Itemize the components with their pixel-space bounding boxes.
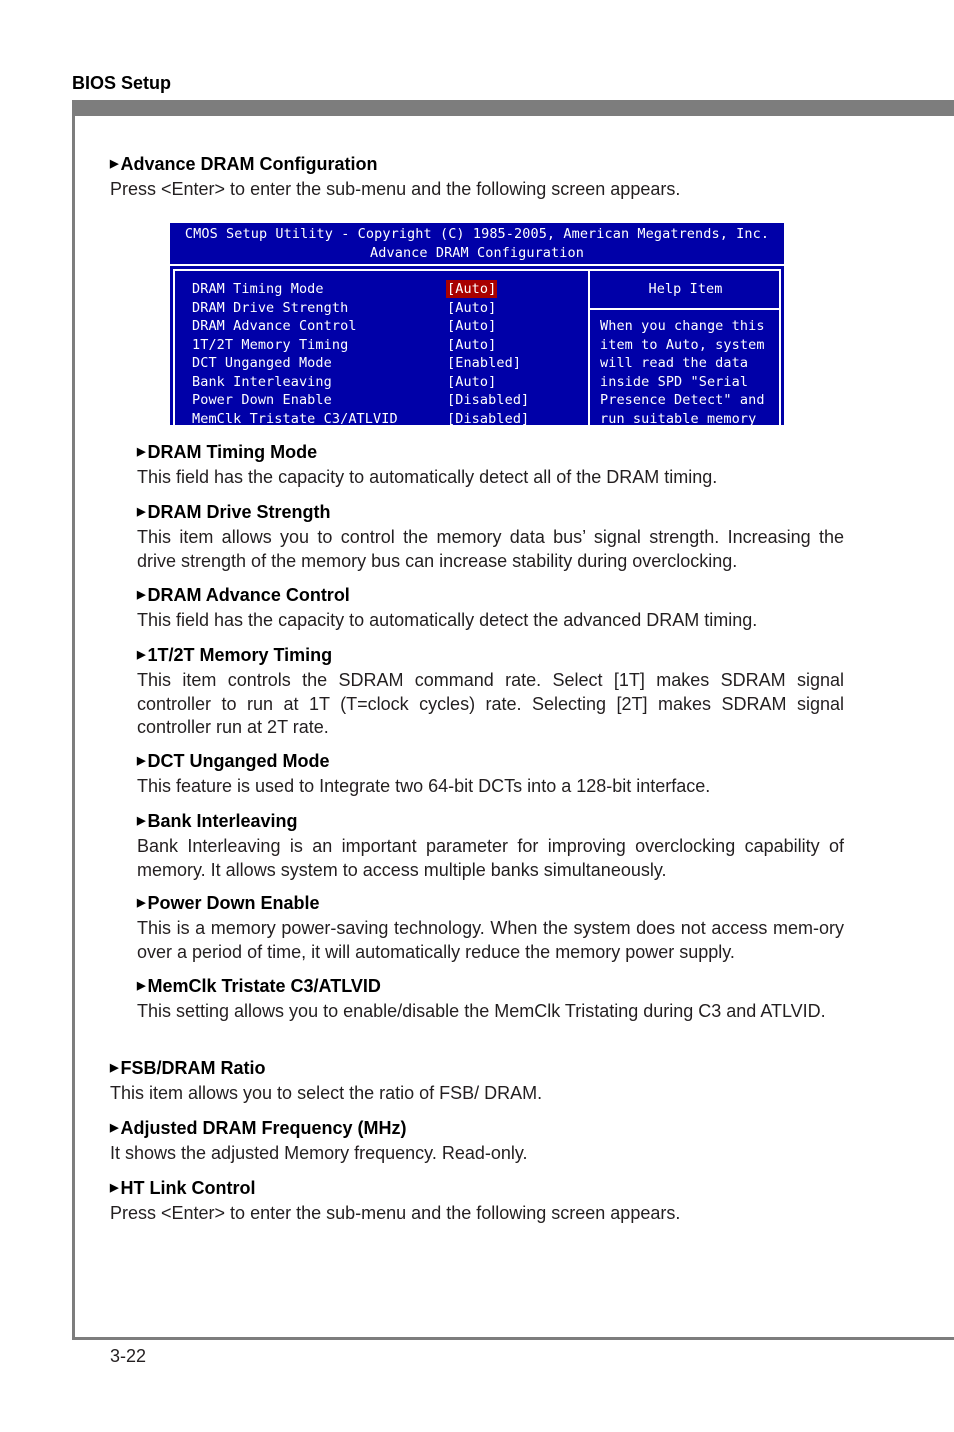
- item-text: This setting allows you to enable/disable the MemClk Tristating during C3 and ATLVID.: [137, 1001, 826, 1021]
- item-heading: ▶ Bank Interleaving: [137, 811, 298, 831]
- bios-help-separator: [590, 308, 781, 310]
- bullet-arrow-icon: ▶: [137, 589, 146, 601]
- bullet-arrow-icon: ▶: [137, 649, 146, 661]
- footer-rule: [72, 1337, 954, 1340]
- bios-setting-value[interactable]: [Disabled]: [447, 392, 530, 408]
- bios-setting-value[interactable]: [Auto]: [447, 373, 497, 390]
- item-heading: ▶ FSB/DRAM Ratio: [110, 1058, 266, 1078]
- item-fsb-dram-ratio: [110, 1056, 844, 1106]
- bios-setting-label: DRAM Timing Mode: [192, 281, 324, 297]
- item-text: This feature is used to Integrate two 64-bit DCTs into a 128-bit interface.: [137, 776, 711, 796]
- item-text: This item allows you to select the ratio of FSB/ DRAM.: [110, 1083, 543, 1103]
- item-heading: ▶ 1T/2T Memory Timing: [137, 645, 333, 665]
- bios-setting-value[interactable]: [Disabled]: [447, 410, 530, 425]
- item-dct-unganged-mode: [137, 749, 844, 799]
- bios-setting-value[interactable]: [Auto]: [447, 281, 497, 297]
- item-bank-interleaving: [137, 809, 844, 882]
- item-1t2t-memory-timing: [137, 643, 844, 740]
- bios-setting-label: DRAM Advance Control: [192, 318, 357, 334]
- bios-help-line: inside SPD "Serial: [600, 373, 749, 390]
- bullet-arrow-icon: ▶: [137, 897, 146, 909]
- bios-help-line: run suitable memory: [600, 410, 757, 425]
- intro-heading: ▶ Advance DRAM Configuration: [110, 154, 378, 174]
- intro-item: [110, 152, 844, 202]
- page-number: 3-22: [110, 1346, 147, 1366]
- bios-help-line: When you change this: [600, 318, 765, 334]
- bios-setting-label: DRAM Drive Strength: [192, 299, 349, 316]
- bios-setting-value[interactable]: [Auto]: [447, 318, 497, 334]
- item-ht-link-control: [110, 1176, 844, 1226]
- item-dram-advance-control: [137, 583, 844, 633]
- bullet-arrow-icon: ▶: [110, 1182, 119, 1194]
- bios-help-line: will read the data: [600, 355, 749, 371]
- item-heading: ▶ MemClk Tristate C3/ATLVID: [137, 976, 381, 996]
- bullet-arrow-icon: ▶: [137, 980, 146, 992]
- bios-setting-label: Power Down Enable: [192, 392, 332, 408]
- item-heading: ▶ DRAM Timing Mode: [137, 442, 318, 462]
- bios-setting-label: DCT Unganged Mode: [192, 355, 332, 371]
- item-dram-timing-mode: [137, 440, 844, 490]
- item-heading: ▶ DRAM Advance Control: [137, 585, 350, 605]
- item-text: This field has the capacity to automatically detect all of the DRAM timing.: [137, 467, 718, 487]
- bullet-arrow-icon: ▶: [137, 506, 146, 518]
- item-memclk-tristate: [137, 974, 844, 1024]
- item-heading: ▶ DRAM Drive Strength: [137, 502, 331, 522]
- bios-header-separator: [170, 264, 784, 266]
- bios-setting-label: 1T/2T Memory Timing: [192, 336, 349, 353]
- item-heading: ▶ DCT Unganged Mode: [137, 751, 330, 771]
- bios-help-line: item to Auto, system: [600, 336, 765, 353]
- item-adjusted-dram-frequency: [110, 1116, 844, 1166]
- bios-setting-value[interactable]: [Auto]: [447, 299, 497, 316]
- bullet-arrow-icon: ▶: [110, 1062, 119, 1074]
- bullet-arrow-icon: ▶: [137, 755, 146, 767]
- left-rule: [72, 100, 75, 1340]
- bios-screen: [170, 223, 784, 425]
- item-text: Bank Interleaving is an important parameter for improving overclocking capability of memory. It allows system to access multiple banks simultaneously.: [137, 836, 844, 880]
- bios-setting-label: MemClk Tristate C3/ATLVID: [192, 410, 398, 425]
- bullet-arrow-icon: ▶: [137, 815, 146, 827]
- header-bar: [72, 100, 954, 116]
- bios-help-line: Presence Detect" and: [600, 392, 765, 408]
- bullet-arrow-icon: ▶: [110, 158, 119, 170]
- bios-header-line1: CMOS Setup Utility - Copyright (C) 1985-2005, American Megatrends, Inc.: [184, 226, 770, 242]
- item-power-down-enable: [137, 891, 844, 964]
- item-dram-drive-strength: [137, 500, 844, 573]
- bios-header-line2: Advance DRAM Configuration: [370, 245, 584, 261]
- item-heading: ▶ Power Down Enable: [137, 893, 320, 913]
- item-text: It shows the adjusted Memory frequency. Read-only.: [110, 1143, 528, 1163]
- bios-setting-label: Bank Interleaving: [192, 373, 332, 390]
- intro-text: Press <Enter> to enter the sub-menu and the following screen appears.: [110, 179, 681, 199]
- item-text: This is a memory power-saving technology. When the system does not access mem-ory over a period of time, it will automatically reduce the memory power supply.: [137, 918, 844, 962]
- item-text: This field has the capacity to automatically detect the advanced DRAM timing.: [137, 610, 758, 630]
- item-heading: ▶ Adjusted DRAM Frequency (MHz): [110, 1118, 407, 1138]
- item-text: This item allows you to control the memory data bus’ signal strength. Increasing the drive strength of the memory bus can increase stability during overclocking.: [137, 527, 844, 571]
- section-title: BIOS Setup: [72, 73, 172, 93]
- bios-setting-value[interactable]: [Enabled]: [447, 355, 522, 371]
- bios-help-title: Help Item: [648, 281, 723, 297]
- item-text: This item controls the SDRAM command rate. Select [1T] makes SDRAM signal controller to run at 1T (T=clock cycles) rate. Selecting [2T] makes SDRAM signal controller run at 2T rate.: [137, 670, 844, 737]
- bios-setting-value[interactable]: [Auto]: [447, 336, 497, 353]
- item-text: Press <Enter> to enter the sub-menu and the following screen appears.: [110, 1203, 681, 1223]
- bullet-arrow-icon: ▶: [110, 1122, 119, 1134]
- bullet-arrow-icon: ▶: [137, 446, 146, 458]
- item-heading: ▶ HT Link Control: [110, 1178, 256, 1198]
